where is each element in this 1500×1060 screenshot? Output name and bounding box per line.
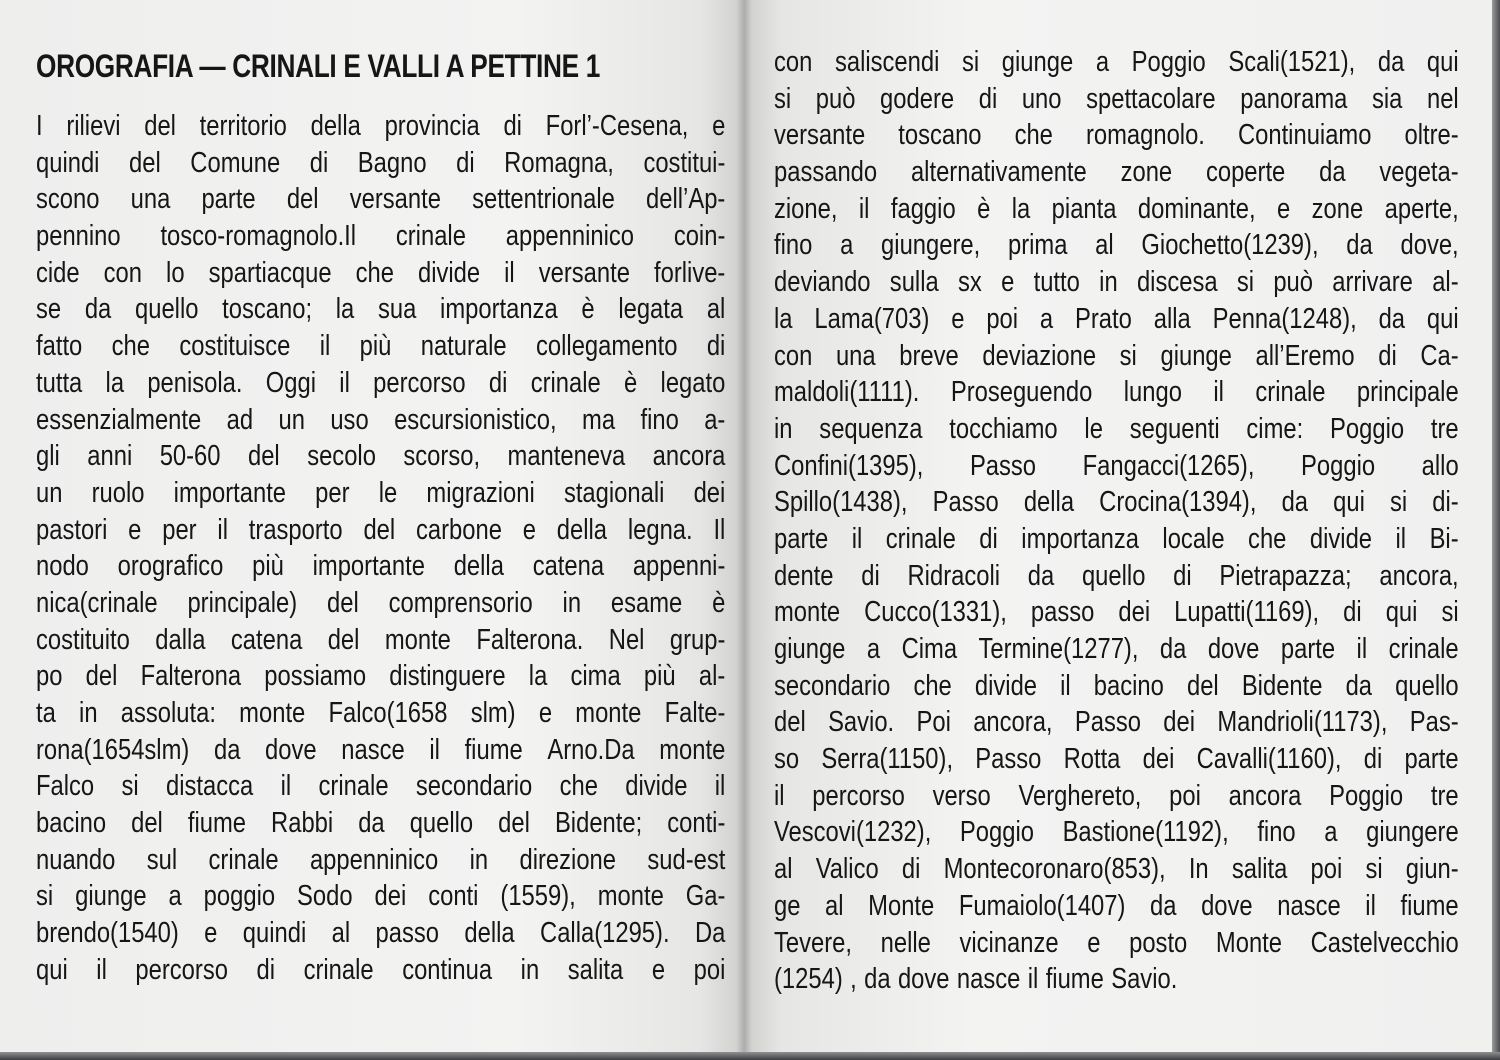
text-line: deviando sulla sx e tutto in discesa si può arrivare al-: [774, 266, 1459, 299]
text-line: giunge a Cima Termine(1277), da dove parte il crinale: [774, 633, 1459, 665]
text-line: po del Falterona possiamo distinguere la cima più al-: [36, 660, 726, 693]
text-line: fino a giungere, prima al Giochetto(1239), da dove,: [774, 229, 1459, 262]
text-line: pastori e per il trasporto del carbone e della legna. Il: [36, 513, 726, 546]
text-line: scono una parte del versante settentrionale dell’Ap-: [36, 183, 726, 216]
right-page: [744, 0, 1492, 1052]
text-line: versante toscano che romagnolo. Continuiamo oltre-: [774, 119, 1459, 152]
text-line: quindi del Comune di Bagno di Romagna, costitui-: [36, 146, 726, 179]
text-line: monte Cucco(1331), passo dei Lupatti(1169), di qui si: [774, 596, 1459, 629]
text-line: in sequenza tocchiamo le seguenti cime: Poggio tre: [774, 412, 1459, 445]
left-page: [0, 0, 744, 1052]
text-line: con saliscendi si giunge a Poggio Scali(1521), da qui: [774, 46, 1459, 78]
text-line: un ruolo importante per le migrazioni stagionali dei: [36, 476, 726, 509]
text-line: (1254) , da dove nasce il fiume Savio.: [774, 963, 1178, 996]
text-line: secondario che divide il bacino del Bidente da quello: [774, 669, 1459, 702]
text-line: dente di Ridracoli da quello di Pietrapazza; ancora,: [774, 559, 1459, 592]
text-line: fatto che costituisce il più naturale collegamento di: [36, 330, 726, 363]
text-line: brendo(1540) e quindi al passo della Calla(1295). Da: [36, 917, 726, 950]
text-line: Tevere, nelle vicinanze e posto Monte Castelvecchio: [774, 926, 1459, 959]
right-page-body: [774, 44, 1459, 998]
text-line: I rilievi del territorio della provincia di Forl’-Cesena, e: [36, 110, 726, 142]
text-line: ge al Monte Fumaiolo(1407) da dove nasce il fiume: [774, 889, 1459, 922]
text-line: il percorso verso Verghereto, poi ancora Poggio tre: [774, 779, 1459, 812]
text-line: rona(1654slm) da dove nasce il fiume Arno.Da monte: [36, 733, 726, 766]
text-line: pennino tosco-romagnolo.Il crinale appenninico coin-: [36, 220, 726, 253]
text-line: se da quello toscano; la sua importanza è legata al: [36, 293, 726, 326]
text-line: zione, il faggio è la pianta dominante, e zone aperte,: [774, 192, 1459, 225]
text-line: del Savio. Poi ancora, Passo dei Mandrioli(1173), Pas-: [774, 706, 1459, 739]
text-line: qui il percorso di crinale continua in salita e poi: [36, 953, 726, 986]
text-line: si può godere di uno spettacolare panorama sia nel: [774, 82, 1459, 115]
text-line: Spillo(1438), Passo della Crocina(1394), da qui si di-: [774, 486, 1459, 519]
text-line: gli anni 50-60 del secolo scorso, manteneva ancora: [36, 440, 726, 473]
text-line: con una breve deviazione si giunge all’Eremo di Ca-: [774, 339, 1459, 372]
text-line: nodo orografico più importante della catena appenni-: [36, 550, 726, 583]
text-line: la Lama(703) e poi a Prato alla Penna(1248), da qui: [774, 302, 1459, 335]
left-page-body: [36, 108, 726, 989]
text-line: so Serra(1150), Passo Rotta dei Cavalli(1160), di parte: [774, 743, 1459, 776]
text-line: passando alternativamente zone coperte da vegeta-: [774, 156, 1459, 189]
text-line: nica(crinale principale) del comprensorio in esame è: [36, 586, 726, 619]
text-line: costituito dalla catena del monte Falterona. Nel grup-: [36, 623, 726, 656]
text-line: tutta la penisola. Oggi il percorso di crinale è legato: [36, 366, 726, 399]
page-title: OROGRAFIA — CRINALI E VALLI A PETTINE 1: [36, 48, 601, 84]
text-line: Vescovi(1232), Poggio Bastione(1192), fino a giungere: [774, 816, 1459, 849]
text-line: Confini(1395), Passo Fangacci(1265), Poggio allo: [774, 449, 1459, 482]
text-line: nuando sul crinale appenninico in direzione sud-est: [36, 843, 726, 876]
page-edge-right: [1492, 0, 1500, 1060]
text-line: Falco si distacca il crinale secondario che divide il: [36, 770, 726, 803]
text-line: bacino del fiume Rabbi da quello del Bidente; conti-: [36, 807, 726, 840]
text-line: al Valico di Montecoronaro(853), In salita poi si giun-: [774, 853, 1459, 886]
text-line: parte il crinale di importanza locale che divide il Bi-: [774, 522, 1459, 555]
text-line: essenzialmente ad un uso escursionistico, ma fino a-: [36, 403, 726, 436]
text-line: cide con lo spartiacque che divide il versante forlive-: [36, 256, 726, 289]
text-line: maldoli(1111). Proseguendo lungo il crinale principale: [774, 376, 1459, 409]
text-line: ta in assoluta: monte Falco(1658 slm) e monte Falte-: [36, 697, 726, 729]
page-edge-bottom: [0, 1052, 1500, 1060]
text-line: si giunge a poggio Sodo dei conti (1559), monte Ga-: [36, 880, 726, 913]
